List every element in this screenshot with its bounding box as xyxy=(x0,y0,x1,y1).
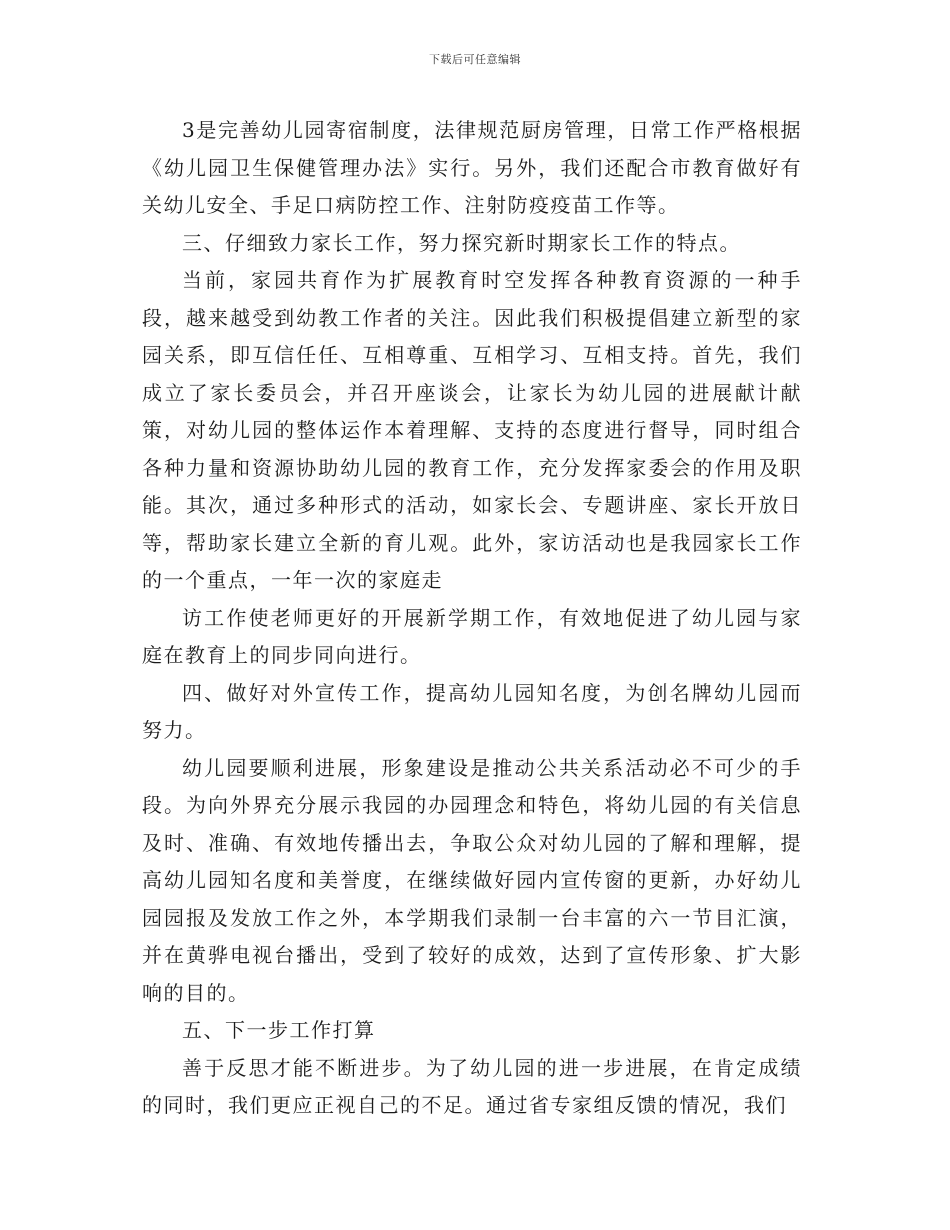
page-header: 下载后可任意编辑 xyxy=(429,53,521,66)
paragraph-image-building: 幼儿园要顺利进展，形象建设是推动公共关系活动必不可少的手段。为向外界充分展示我园的办园理念和特色，将幼儿园的有关信息及时、准确、有效地传播出去，争取公众对幼儿园的了解和理解，提高幼儿园知名度和美誉度，在继续做好园内宣传窗的更新，办好幼儿园园报及发放工作之外，本学期我们录制一台丰富的六一节目汇演，并在黄骅电视台播出，受到了较好的成效，达到了宣传形象、扩大影响的目的。 xyxy=(142,755,802,1005)
paragraph-home-school-cooperation: 当前，家园共育作为扩展教育时空发挥各种教育资源的一种手段，越来越受到幼教工作者的关注。因此我们积极提倡建立新型的家园关系，即互信任任、互相尊重、互相学习、互相支持。首先，我们成立了家长委员会，并召开座谈会，让家长为幼儿园的进展献计献策，对幼儿园的整体运作本着理解、支持的态度进行督导，同时组合各种力量和资源协助幼儿园的教育工作，充分发挥家委会的作用及职能。其次，通过多种形式的活动，如家长会、专题讲座、家长开放日等，帮助家长建立全新的育儿观。此外，家访活动也是我园家长工作的一个重点，一年一次的家庭走 xyxy=(142,268,802,592)
paragraph-dormitory-system: 3是完善幼儿园寄宿制度，法律规范厨房管理，日常工作严格根据《幼儿园卫生保健管理办法》实行。另外，我们还配合市教育做好有关幼儿安全、手足口病防控工作、注射防疫疫苗工作等。 xyxy=(142,118,802,217)
paragraph-reflection: 善于反思才能不断进步。为了幼儿园的进一步进展，在肯定成绩的同时，我们更应正视自己的不足。通过省专家组反馈的情况，我们 xyxy=(142,1055,802,1117)
heading-publicity-work: 四、做好对外宣传工作，提高幼儿园知名度，为创名牌幼儿园而努力。 xyxy=(142,680,802,742)
heading-parent-work: 三、仔细致力家长工作，努力探究新时期家长工作的特点。 xyxy=(182,230,741,255)
document-body xyxy=(142,112,802,1125)
paragraph-home-visits: 访工作使老师更好的开展新学期工作，有效地促进了幼儿园与家庭在教育上的同步同向进行。 xyxy=(142,605,802,667)
heading-next-steps: 五、下一步工作打算 xyxy=(182,1018,376,1042)
